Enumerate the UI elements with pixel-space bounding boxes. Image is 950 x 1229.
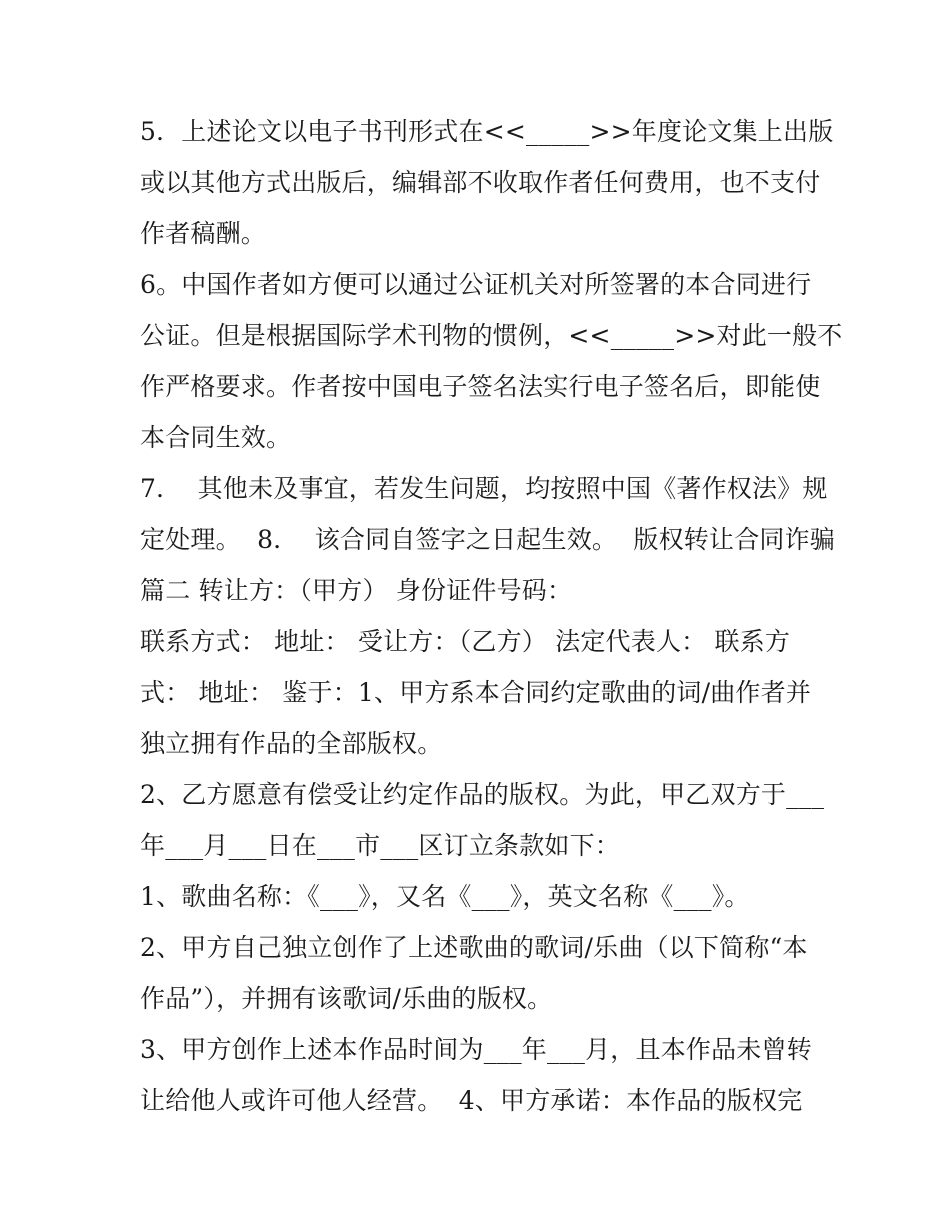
text-line-11: 联系方式： 地址： 受让方：（乙方） 法定代表人： 联系方: [140, 627, 791, 656]
text-line-9: 定处理。 8． 该合同自签字之日起生效。 版权转让合同诈骗: [140, 525, 835, 554]
text-line-17: 2、甲方自己独立创作了上述歌曲的歌词/乐曲（以下简称“本: [140, 933, 808, 962]
text-line-12: 式： 地址： 鉴于：1、甲方系本合同约定歌曲的词/曲作者并: [140, 678, 812, 707]
text-line-3: 作者稿酬。: [140, 219, 267, 248]
text-line-14: 2、乙方愿意有偿受让约定作品的版权。为此，甲乙双方于___: [140, 780, 825, 809]
text-line-2: 或以其他方式出版后，编辑部不收取作者任何费用，也不支付: [140, 168, 821, 197]
text-line-5: 公证。但是根据国际学术刊物的惯例，<<_____>>对此一般不: [140, 321, 843, 350]
text-line-20: 让给他人或许可他人经营。 4、甲方承诺：本作品的版权完: [140, 1086, 803, 1115]
text-line-16: 1、歌曲名称：《___》，又名《___》，英文名称《___》。: [140, 882, 750, 911]
text-line-15: 年___月___日在___市___区订立条款如下：: [140, 831, 621, 860]
text-line-8: 7． 其他未及事宜，若发生问题，均按照中国《著作权法》规: [140, 474, 828, 503]
text-line-18: 作品”），并拥有该歌词/乐曲的版权。: [140, 984, 553, 1013]
text-line-13: 独立拥有作品的全部版权。: [140, 729, 443, 758]
text-line-7: 本合同生效。: [140, 423, 292, 452]
text-line-6: 作严格要求。作者按中国电子签名法实行电子签名后，即能使: [140, 372, 821, 401]
document-body: [140, 106, 843, 1126]
text-line-4: 6。中国作者如方便可以通过公证机关对所签署的本合同进行: [140, 270, 812, 299]
text-line-1: 5．上述论文以电子书刊形式在<<_____>>年度论文集上出版: [140, 117, 834, 146]
text-line-10: 篇二 转让方：（甲方） 身份证件号码：: [140, 576, 573, 605]
text-line-19: 3、甲方创作上述本作品时间为___年___月，且本作品未曾转: [140, 1035, 812, 1064]
